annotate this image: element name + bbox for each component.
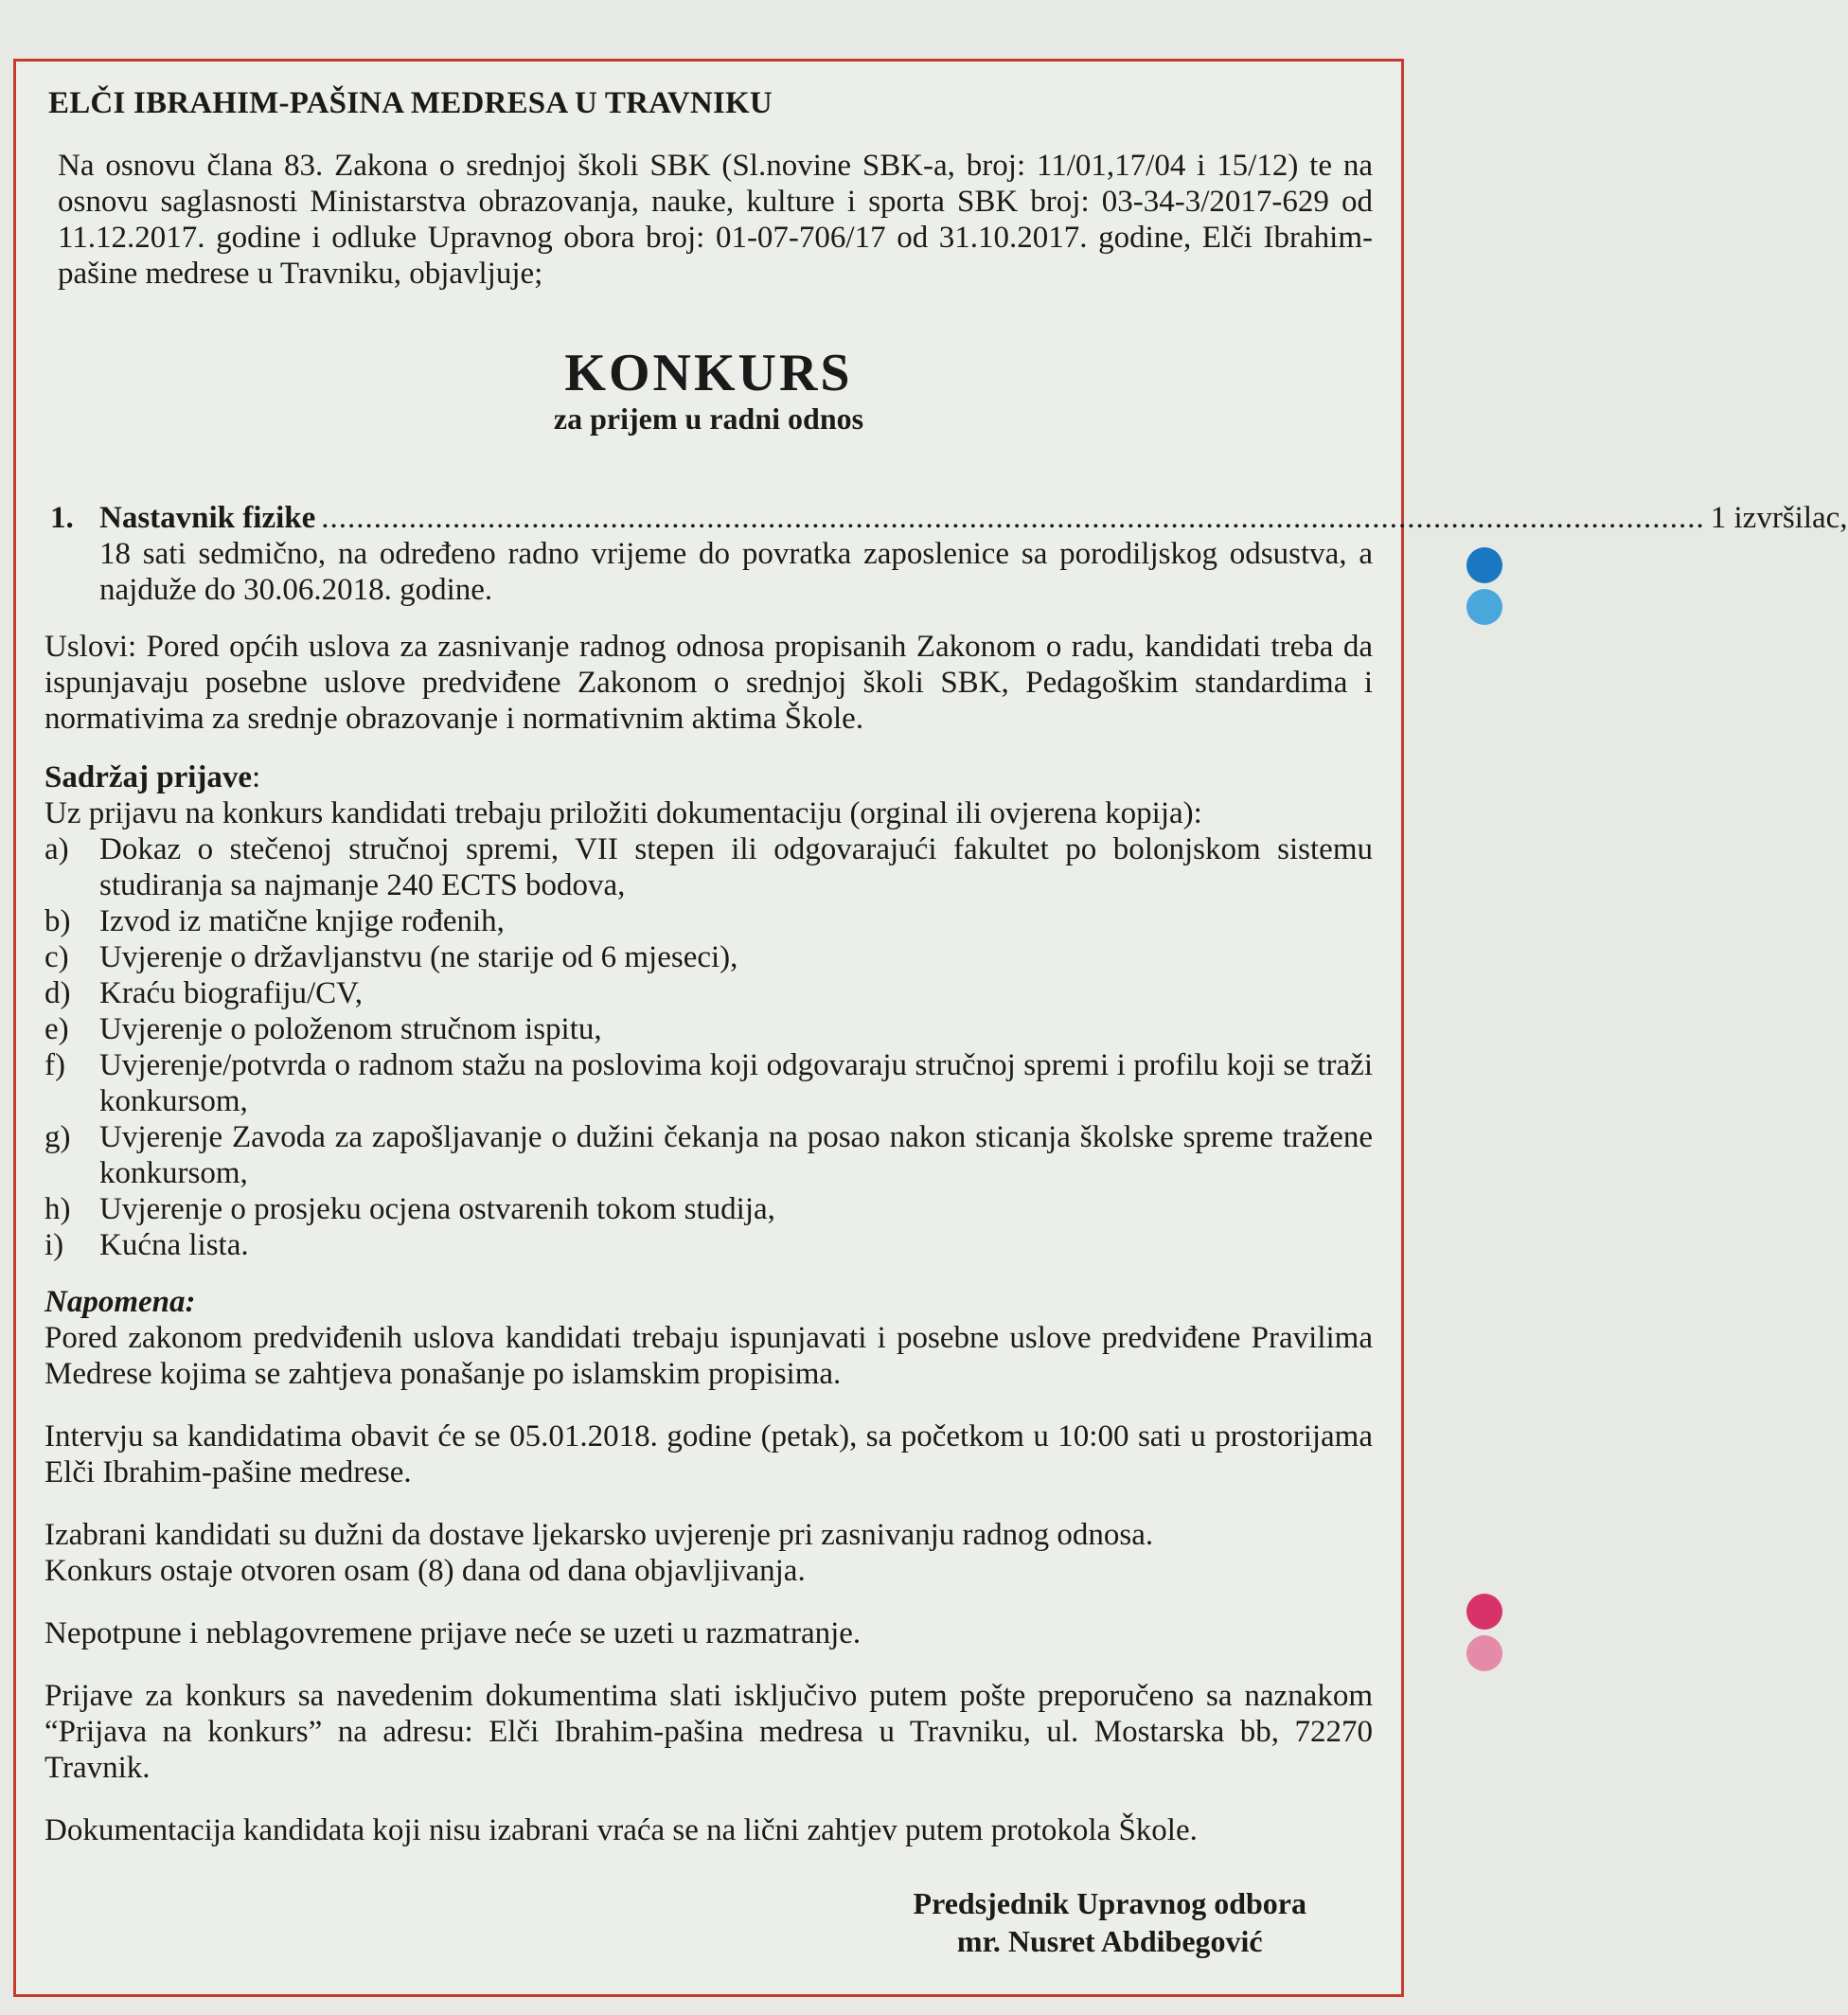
application-heading-colon: :	[252, 760, 261, 794]
list-item	[44, 903, 1373, 939]
position-line	[99, 500, 1848, 536]
list-item-text: Kućna lista.	[99, 1228, 249, 1262]
submission-paragraph: Prijave za konkurs sa navedenim dokumentima slati isključivo putem pošte preporučeno sa naznakom “Prijava na konkurs” na adresu: Elči Ibrahim-pašina medresa u Travniku, ul. Mostarska bb, 72270 Travnik.	[44, 1679, 1373, 1785]
list-item-letter: e)	[44, 1012, 69, 1046]
list-item-letter: b)	[44, 904, 71, 938]
list-item-text: Uvjerenje o državljanstvu (ne starije od 6 mjeseci),	[99, 940, 738, 974]
list-item-letter: g)	[44, 1120, 71, 1154]
job-advertisement	[13, 59, 1848, 1997]
registration-dot-blue-dark	[1466, 547, 1502, 583]
list-item-text: Uvjerenje o prosjeku ocjena ostvarenih tokom studija,	[99, 1192, 775, 1226]
list-item-text: Uvjerenje Zavoda za zapošljavanje o dužini čekanja na posao nakon sticanja školske spreme tražene konkursom,	[99, 1120, 1373, 1190]
note-paragraph: Pored zakonom predviđenih uslova kandidati trebaju ispunjavati i posebne uslove predviđene Pravilima Medrese kojima se zahtjeva ponašanje po islamskim propisima.	[44, 1321, 1373, 1391]
list-item	[44, 1011, 1373, 1047]
required-documents-list	[44, 831, 1373, 1263]
signature-role: Predsjednik Upravnog odbora	[913, 1886, 1306, 1920]
list-item	[44, 1191, 1373, 1227]
position-number: 1.	[50, 501, 74, 535]
list-item-text: Kraću biografiju/CV,	[99, 976, 364, 1010]
note-heading: Napomena:	[44, 1285, 196, 1319]
incomplete-applications-paragraph: Nepotpune i neblagovremene prijave neće se uzeti u razmatranje.	[44, 1616, 862, 1650]
application-heading	[44, 759, 1373, 795]
application-heading-text: Sadržaj prijave	[44, 760, 253, 794]
position-count: 1 izvršilac,	[1710, 501, 1848, 535]
list-item	[44, 939, 1373, 975]
list-item-letter: a)	[44, 832, 69, 866]
conditions-paragraph: Uslovi: Pored općih uslova za zasnivanje radnog odnosa propisanih Zakonom o radu, kandidati treba da ispunjavaju posebne uslove predviđene Zakonom o srednjoj školi SBK, Pedagoškim standardima i normativima za srednje obrazovanje i normativnim aktima Škole.	[44, 630, 1373, 736]
list-item-letter: i)	[44, 1228, 64, 1262]
list-item	[44, 1047, 1373, 1119]
school-name: ELČI IBRAHIM-PAŠINA MEDRESA U TRAVNIKU	[48, 86, 773, 120]
medical-paragraph: Izabrani kandidati su dužni da dostave ljekarsko uvjerenje pri zasnivanju radnog odnosa.	[44, 1518, 1154, 1552]
list-item-letter: c)	[44, 940, 69, 974]
list-item	[44, 1227, 1373, 1263]
list-item	[44, 1119, 1373, 1191]
return-documents-paragraph: Dokumentacija kandidata koji nisu izabrani vraća se na lični zahtjev putem protokola Škole.	[44, 1813, 1198, 1847]
list-item-text: Dokaz o stečenoj stručnoj spremi, VII stepen ili odgovarajući fakultet po bolonjskom sistemu studiranja sa najmanje 240 ECTS bodova,	[99, 832, 1373, 902]
list-item-letter: d)	[44, 976, 71, 1010]
application-intro: Uz prijavu na konkurs kandidati trebaju priložiti dokumentaciju (orginal ili ovjerena kopija):	[44, 796, 1202, 830]
page-title: KONKURS	[564, 344, 853, 402]
list-item-text: Izvod iz matične knjige rođenih,	[99, 904, 505, 938]
list-item	[44, 831, 1373, 903]
list-item-letter: f)	[44, 1048, 65, 1082]
title-block	[44, 344, 1373, 437]
duration-paragraph: Konkurs ostaje otvoren osam (8) dana od dana objavljivanja.	[44, 1554, 806, 1588]
list-item-letter: h)	[44, 1192, 71, 1226]
position-name: Nastavnik fizike	[99, 501, 316, 535]
job-position	[44, 500, 1848, 608]
list-item	[44, 975, 1373, 1011]
registration-dot-blue-light	[1466, 589, 1502, 625]
interview-paragraph: Intervju sa kandidatima obavit će se 05.01.2018. godine (petak), sa početkom u 10:00 sati u prostorijama Elči Ibrahim-pašine medrese.	[44, 1419, 1373, 1489]
signature-block	[914, 1884, 1306, 1960]
list-item-text: Uvjerenje o položenom stručnom ispitu,	[99, 1012, 602, 1046]
signature-name: mr. Nusret Abdibegović	[956, 1924, 1263, 1958]
legal-basis-intro: Na osnovu člana 83. Zakona o srednjoj školi SBK (Sl.novine SBK-a, broj: 11/01,17/04 i 15/12) te na osnovu saglasnosti Ministarstva obrazovanja, nauke, kulture i sporta SBK broj: 03-34-3/2017-629 od 11.12.2017. godine i odluke Upravnog obora broj: 01-07-706/17 od 31.10.2017. godine, Elči Ibrahim-pašine medrese u Travniku, objavljuje;	[58, 149, 1373, 291]
dot-leader: ..............................................................................................................................................................	[321, 501, 1705, 535]
page-subtitle: za prijem u radni odnos	[553, 401, 864, 436]
position-description: 18 sati sedmično, na određeno radno vrijeme do povratka zaposlenice sa porodiljskog odsustva, a najduže do 30.06.2018. godine.	[99, 537, 1373, 607]
registration-dot-pink-dark	[1466, 1594, 1502, 1630]
registration-dot-pink-light	[1466, 1635, 1502, 1671]
list-item-text: Uvjerenje/potvrda o radnom stažu na poslovima koji odgovaraju stručnoj spremi i profilu koji se traži konkursom,	[99, 1048, 1373, 1118]
